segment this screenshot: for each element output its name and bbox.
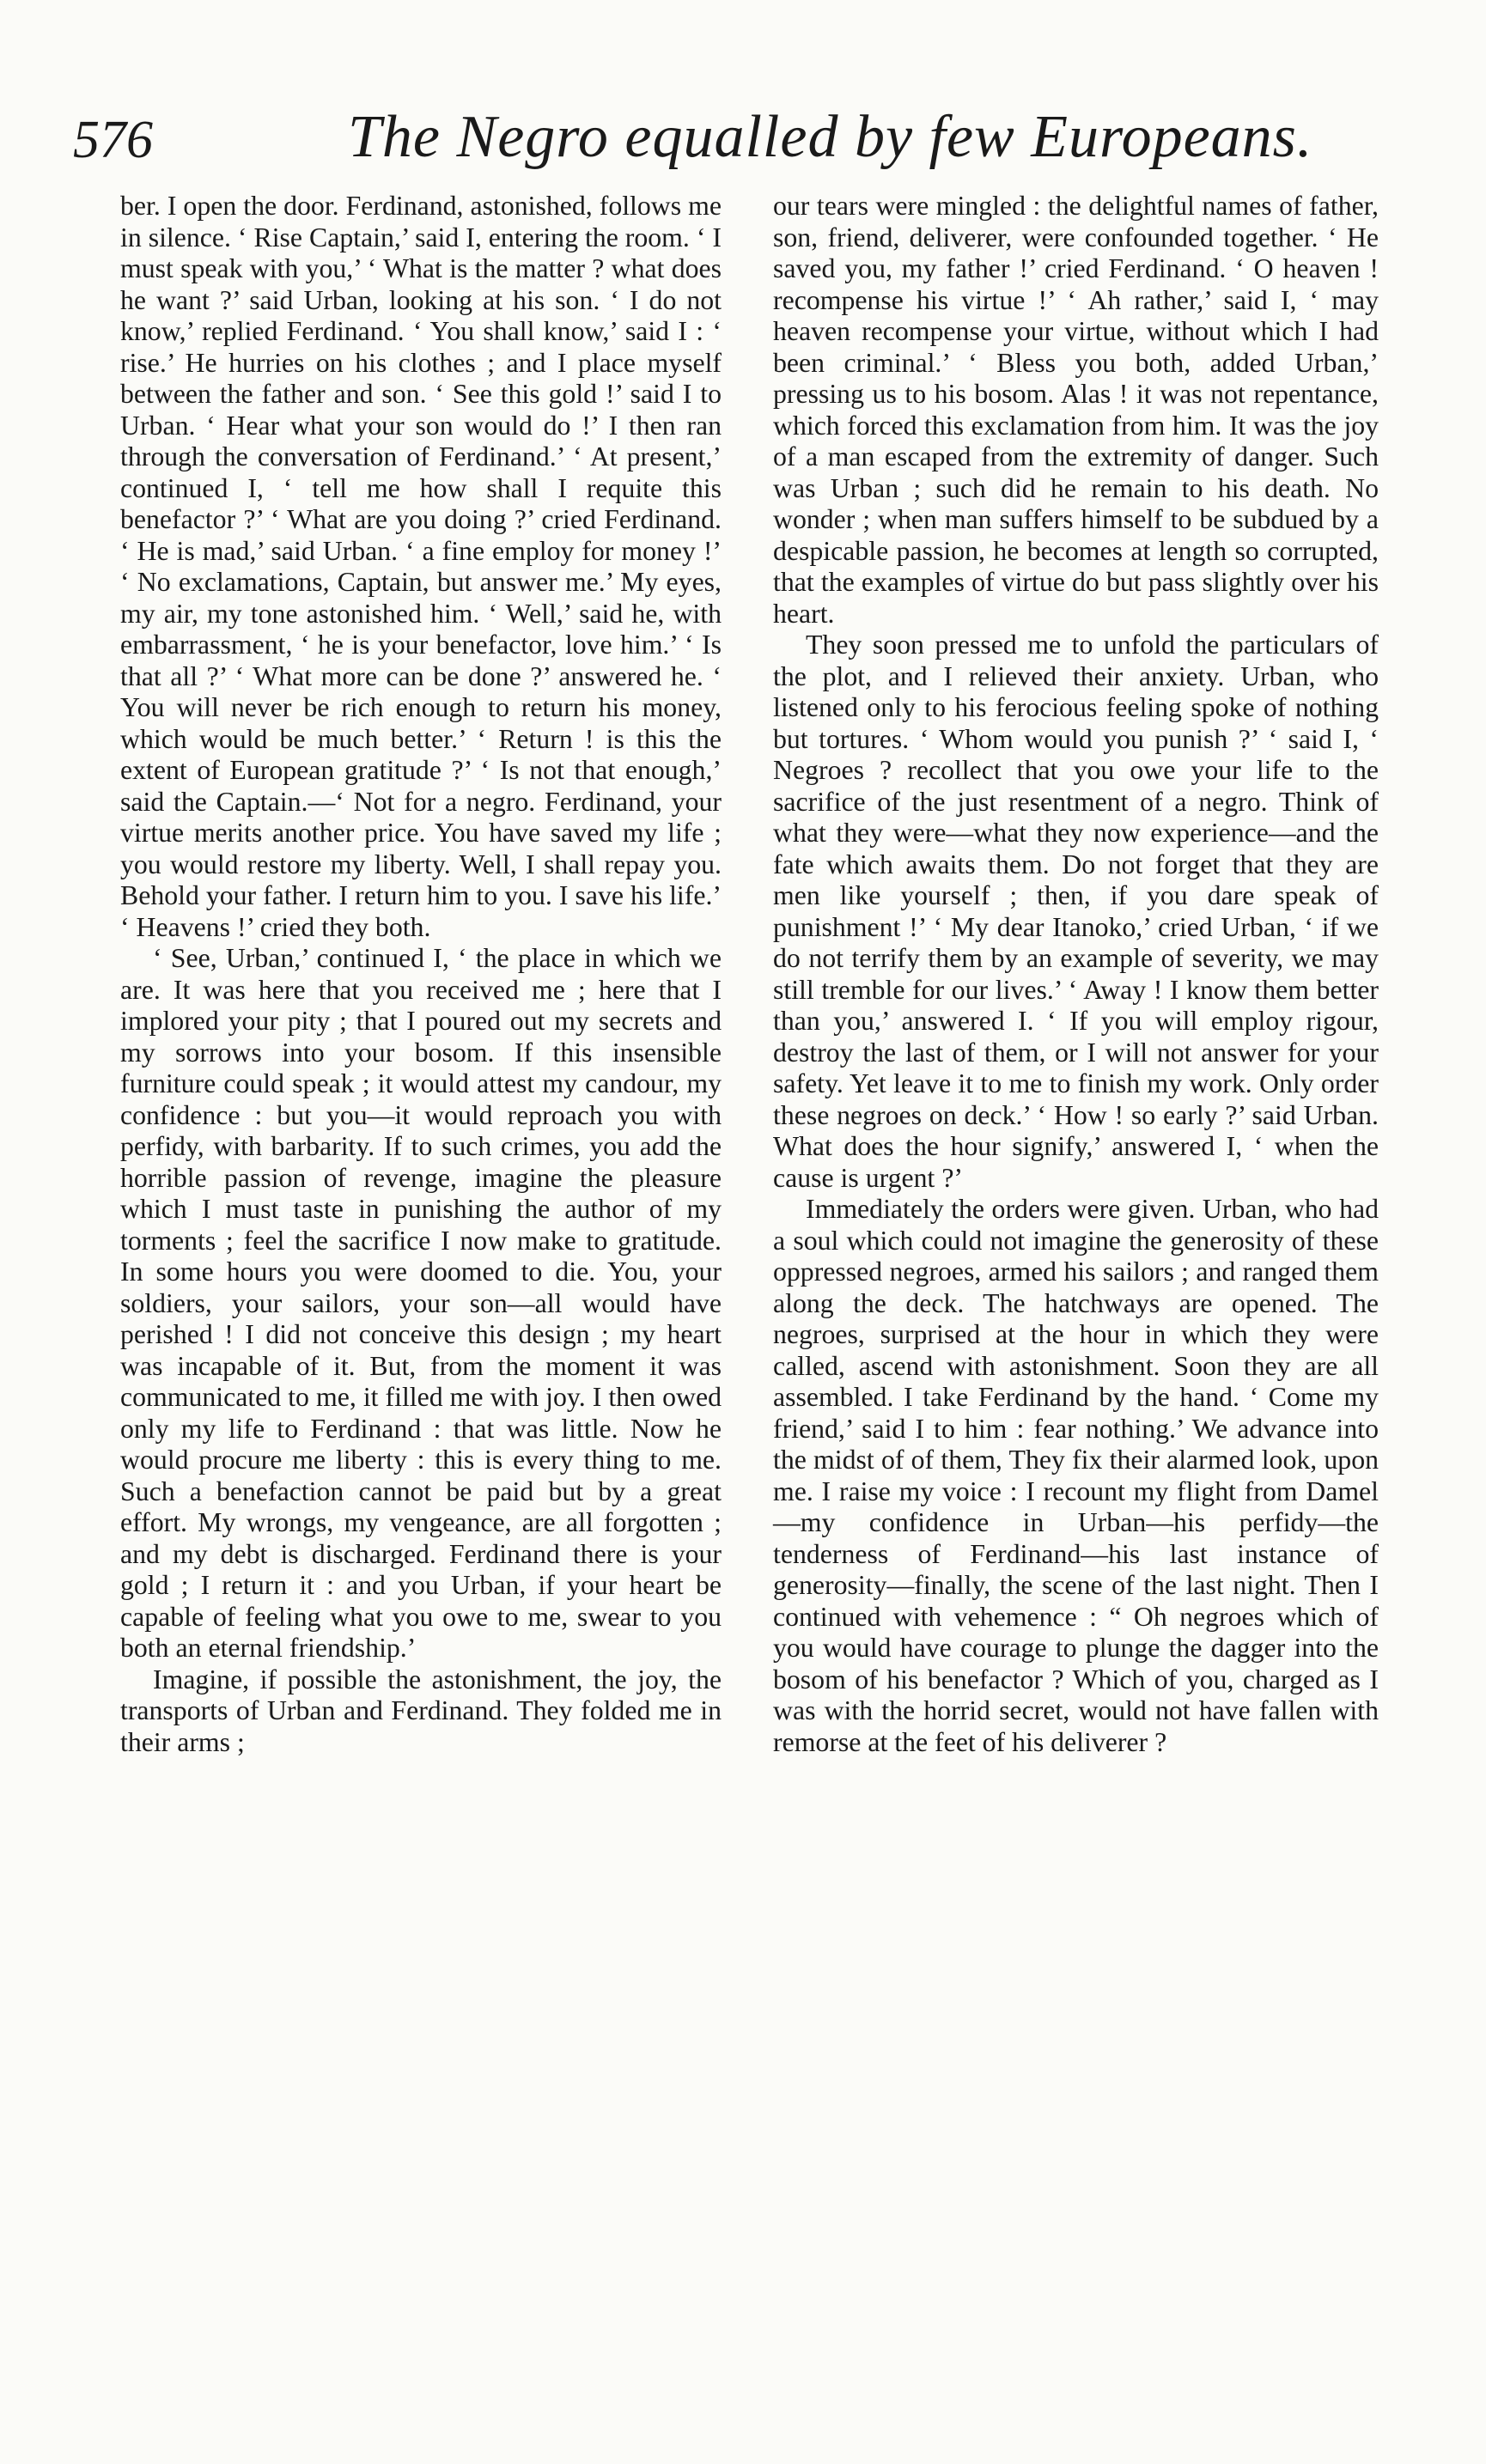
running-title: The Negro equalled by few Europeans. — [348, 104, 1313, 170]
paragraph: They soon pressed me to unfold the particulars of the plot, and I relieved their anxiety. Urban, who listened only to his ferocious feeling spoke of nothing but tortures. ‘ Whom would you punish ?’ ‘ said I, ‘ Negroes ? recollect that you owe your life to the sacrifice of the just resentment of a negro. Think of what they were—what they now experience—and the fate which awaits them. Do not forget that they are men like yourself ; then, if you dare speak of punishment !’ ‘ My dear Itanoko,’ cried Urban, ‘ if we do not terrify them by an example of severity, we may still tremble for our lives.’ ‘ Away ! I know them better than you,’ answered I. ‘ If you will employ rigour, destroy the last of them, or I will not answer for your safety. Yet leave it to me to finish my work. Only order these negroes on deck.’ ‘ How ! so early ?’ said Urban. What does the hour signify,’ answered I, ‘ when the cause is urgent ?’ — [773, 630, 1379, 1193]
paragraph: ber. I open the door. Ferdinand, astonished, follows me in silence. ‘ Rise Captain,’ said I, entering the room. ‘ I must speak with you,’ ‘ What is the matter ? what does he want ?’ said Urban, looking at his son. ‘ I do not know,’ replied Ferdinand. ‘ You shall know,’ said I : ‘ rise.’ He hurries on his clothes ; and I place myself between the father and son. ‘ See this gold !’ said I to Urban. ‘ Hear what your son would do !’ I then ran through the conversation of Ferdinand.’ ‘ At present,’ continued I, ‘ tell me how shall I requite this benefactor ?’ ‘ What are you doing ?’ cried Ferdinand. ‘ He is mad,’ said Urban. ‘ a fine employ for money !’ ‘ No exclamations, Captain, but answer me.’ My eyes, my air, my tone astonished him. ‘ Well,’ said he, with embarrassment, ‘ he is your benefactor, love him.’ ‘ Is that all ?’ ‘ What more can be done ?’ answered he. ‘ You will never be rich enough to return his money, which would be much better.’ ‘ Return ! is this the extent of European gratitude ?’ ‘ Is not that enough,’ said the Captain.—‘ Not for a negro. Ferdinand, your virtue merits another price. You have saved my life ; you would restore my liberty. Well, I shall repay you. Behold your father. I return him to you. I save his life.’ ‘ Heavens !’ cried they both. — [120, 191, 722, 942]
paragraph: ‘ See, Urban,’ continued I, ‘ the place in which we are. It was here that you received me ; here that I implored your pity ; that I poured out my secrets and my sorrows into your bosom. If this insensible furniture could speak ; it would attest my candour, my confidence : but you—it would reproach you with perfidy, with barbarity. If to such crimes, you add the horrible passion of revenge, imagine the pleasure which I must taste in punishing the author of my torments ; feel the sacrifice I now make to gratitude. In some hours you were doomed to die. You, your soldiers, your sailors, your son—all would have perished ! I did not conceive this design ; my heart was incapable of it. But, from the moment it was communicated to me, it filled me with joy. I then owed only my life to Ferdinand : that was little. Now he would procure me liberty : this is every thing to me. Such a benefaction cannot be paid but by a great effort. My wrongs, my vengeance, are all forgotten ; and my debt is discharged. Ferdinand there is your gold ; I return it : and you Urban, if your heart be capable of feeling what you owe to me, swear to you both an eternal friendship.’ — [120, 943, 722, 1663]
right-column — [773, 191, 1379, 1758]
left-column — [120, 191, 722, 1758]
running-header — [73, 103, 1413, 198]
page-number: 576 — [73, 111, 153, 169]
paragraph: Imagine, if possible the astonishment, the joy, the transports of Urban and Ferdinand. They folded me in their arms ; — [120, 1664, 722, 1757]
paragraph: Immediately the orders were given. Urban, who had a soul which could not imagine the generosity of these oppressed negroes, armed his sailors ; and ranged them along the deck. The hatchways are opened. The negroes, surprised at the hour in which they were called, ascend with astonishment. Soon they are all assembled. I take Ferdinand by the hand. ‘ Come my friend,’ said I to him : fear nothing.’ We advance into the midst of of them, They fix their alarmed look, upon me. I raise my voice : I recount my flight from Damel—my confidence in Urban—his perfidy—the tenderness of Ferdinand—his last instance of generosity—finally, the scene of the last night. Then I continued with vehemence : “ Oh negroes which of you would have courage to plunge the dagger into the bosom of his benefactor ? Which of you, charged as I was with the horrid secret, would not have fallen with remorse at the feet of his deliverer ? — [773, 1194, 1379, 1757]
paragraph: our tears were mingled : the delightful names of father, son, friend, deliverer, were confounded together. ‘ He saved you, my father !’ cried Ferdinand. ‘ O heaven ! recompense his virtue !’ ‘ Ah rather,’ said I, ‘ may heaven recompense your virtue, without which I had been criminal.’ ‘ Bless you both, added Urban,’ pressing us to his bosom. Alas ! it was not repentance, which forced this exclamation from him. It was the joy of a man escaped from the extremity of danger. Such was Urban ; such did he remain to his death. No wonder ; when man suffers himself to be subdued by a despicable passion, he becomes at length so corrupted, that the examples of virtue do but pass slightly over his heart. — [773, 191, 1379, 629]
